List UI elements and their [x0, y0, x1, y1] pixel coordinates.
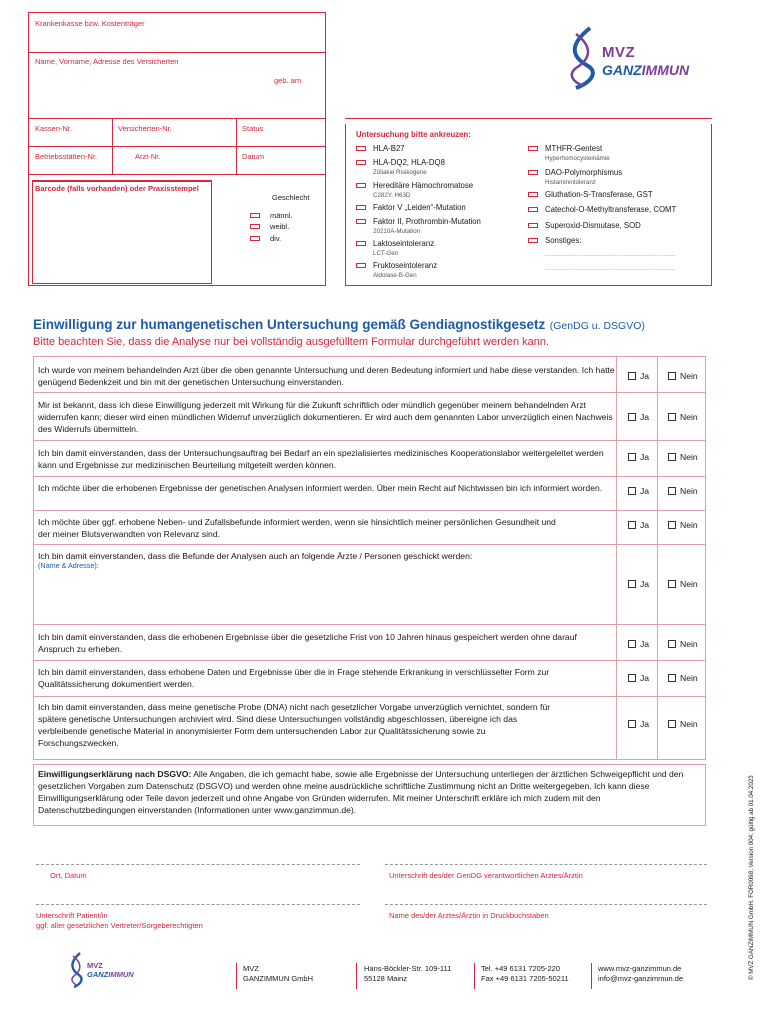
- checkbox[interactable]: [250, 236, 260, 241]
- consent-yes-8[interactable]: Ja: [628, 673, 649, 683]
- other-test-line[interactable]: ..............................................................................: [545, 266, 676, 272]
- betriebsstaetten-nr-field[interactable]: Betriebsstätten-Nr.: [35, 152, 98, 161]
- test-sonstiges[interactable]: Sonstiges:: [545, 236, 581, 245]
- divider: [28, 174, 326, 175]
- test-selection-title: Untersuchung bitte ankreuzen:: [356, 130, 471, 139]
- test-dao[interactable]: DAO-Polymorphismus Histaminintoleranz: [545, 168, 622, 186]
- other-test-line[interactable]: ..............................................................................: [545, 252, 676, 258]
- logo-mvz: MVZ: [602, 44, 636, 61]
- gender-diverse-option[interactable]: div.: [250, 228, 281, 246]
- footer-fax: Fax +49 6131 7205-50211: [481, 974, 569, 983]
- gender-male-option[interactable]: männl.: [250, 205, 293, 223]
- patient-signature-line[interactable]: [36, 904, 360, 905]
- version-note: © MVZ GANZIMMUN GmbH, FOR0098; Version 004; gültig ab 01.04.2023: [748, 775, 755, 980]
- divider: [112, 118, 113, 174]
- gender-female-option[interactable]: weibl.: [250, 216, 289, 234]
- consent-yes-2[interactable]: Ja: [628, 412, 649, 422]
- barcode-label: Barcode (falls vorhanden) oder Praxisstempel: [35, 184, 199, 193]
- doctor-signature-line[interactable]: [385, 864, 707, 865]
- consent-row: Ich bin damit einverstanden, dass der Untersuchungsauftrag bei Bedarf an ein spezialisiertes medizinisches Kooperationslabor weitergeleitet werden kann und Ergebnisse zur medizinischen Beurteilung mitgeteilt werden können.: [33, 440, 706, 476]
- arzt-nr-field[interactable]: Arzt-Nr.: [135, 152, 161, 161]
- recipient-hint: (Name & Adresse):: [38, 561, 99, 570]
- footer-company: MVZ: [243, 964, 259, 973]
- consent-row: Ich bin damit einverstanden, dass meine genetische Probe (DNA) nicht nach gesetzlicher Vorgabe unverzüglich vernichtet, sondern für spätere genetische Untersuchungen archiviert wird. Sind diese Untersuchungen vollständig abgeschlossen, übereigne ich das verbleibende genetische Material in anonymisierter Form dem untersuchenden Labor zur Qualitätssicherung sowie zu Forschungszwecken.: [33, 696, 706, 760]
- consent-no-7[interactable]: Nein: [668, 639, 698, 649]
- status-field[interactable]: Status: [242, 124, 264, 133]
- place-date-line[interactable]: [36, 864, 360, 865]
- test-sod[interactable]: Superoxid-Dismutase, SOD: [545, 221, 641, 230]
- test-laktoseintoleranz[interactable]: Laktoseintoleranz LCT-Gen: [373, 239, 434, 257]
- divider: [236, 118, 237, 174]
- footer-logo: MVZ GANZIMMUN: [68, 950, 148, 990]
- consent-row: Ich möchte über ggf. erhobene Neben- und Zufallsbefunde informiert werden, wenn sie hinsichtlich meiner persönlichen Gesundheit und der meiner Blutsverwandten von Relevanz sind.: [33, 510, 706, 544]
- consent-no-6[interactable]: Nein: [668, 579, 698, 589]
- footer-website-link[interactable]: www.mvz-ganzimmun.de: [598, 964, 682, 973]
- logo-ganzimmun: GANZIMMUN: [602, 62, 690, 78]
- doctor-signature-label: Unterschrift des/der GenDG verantwortlichen Arztes/Ärztin: [389, 871, 583, 880]
- consent-no-5[interactable]: Nein: [668, 520, 698, 530]
- consent-title: Einwilligung zur humangenetischen Untersuchung gemäß Gendiagnostikgesetz (GenDG u. DSGVO): [33, 317, 645, 332]
- footer-email-link[interactable]: info@mvz-ganzimmun.de: [598, 974, 684, 983]
- test-comt[interactable]: Catechol-O-Methyltransferase, COMT: [545, 205, 676, 214]
- insurer-field[interactable]: Krankenkasse bzw. Kostenträger: [35, 19, 145, 28]
- kassen-nr-field[interactable]: Kassen-Nr.: [35, 124, 73, 133]
- divider: [28, 52, 326, 53]
- consent-yes-6[interactable]: Ja: [628, 579, 649, 589]
- dsgvo-statement: Einwilligungserklärung nach DSGVO: Alle Angaben, die ich gemacht habe, sowie alle Ergebnisse der Untersuchung unterliegen der ärztlichen Schweigepflicht und den gesetzlichen Vorgaben zum Datenschutz (DSGVO) und werden ohne meine ausdrückliche schriftliche Zustimmung nicht an Dritte weitergegeben. Ich kann diese Einwilligungserklärung oder Teile davon jederzeit und ohne Angabe von Gründen widerrufen. Mit meiner Unterschrift erkläre ich mich zudem mit den Datenschutzbedingungen einverstanden (Informationen unter www.ganzimmun.de).: [38, 769, 684, 815]
- consent-row: Ich bin damit einverstanden, dass die erhobenen Ergebnisse über die gesetzliche Frist von 10 Jahren hinaus gespeichert werden ohne darauf Anspruch zu erheben.: [33, 624, 706, 660]
- footer-address: Hans-Böckler-Str. 109-111: [364, 964, 452, 973]
- footer-company: GANZIMMUN GmbH: [243, 974, 313, 983]
- test-hla-b27[interactable]: HLA-B27: [373, 144, 405, 153]
- test-gst[interactable]: Gluthation-S-Transferase, GST: [545, 190, 653, 199]
- dob-field[interactable]: geb. am: [274, 76, 302, 85]
- consent-yes-4[interactable]: Ja: [628, 486, 649, 496]
- consent-row: Ich möchte über die erhobenen Ergebnisse der genetischen Analysen informiert werden. Über mein Recht auf Nichtwissen bin ich informiert worden.: [33, 476, 706, 510]
- barcode-box[interactable]: [32, 180, 212, 284]
- consent-yes-9[interactable]: Ja: [628, 719, 649, 729]
- test-mthfr[interactable]: MTHFR-Gentest Hyperhomocysteinämie: [545, 144, 610, 162]
- test-faktor-ii[interactable]: Faktor II, Prothrombin-Mutation 20210A-Mutation: [373, 217, 481, 235]
- versicherten-nr-field[interactable]: Versicherten-Nr.: [118, 124, 172, 133]
- gender-label: Geschlecht: [272, 193, 310, 202]
- consent-yes-7[interactable]: Ja: [628, 639, 649, 649]
- consent-row: Ich bin damit einverstanden, dass erhobene Daten und Ergebnisse über die in Frage stehende Erkrankung in verschlüsselter Form zur Qualitätssicherung dokumentiert werden.: [33, 660, 706, 696]
- place-date-label: Ort, Datum: [50, 871, 87, 880]
- guardian-signature-label: ggf. aller gesetzlichen Vertreter/Sorgeberechtigten: [36, 921, 203, 930]
- consent-no-2[interactable]: Nein: [668, 412, 698, 422]
- consent-yes-1[interactable]: Ja: [628, 371, 649, 381]
- consent-no-1[interactable]: Nein: [668, 371, 698, 381]
- consent-yes-5[interactable]: Ja: [628, 520, 649, 530]
- divider: [28, 118, 326, 119]
- consent-no-8[interactable]: Nein: [668, 673, 698, 683]
- dna-helix-icon: [562, 26, 602, 90]
- name-address-field[interactable]: Name, Vorname, Adresse des Versicherten: [35, 57, 179, 66]
- doctor-name-line[interactable]: [385, 904, 707, 905]
- dna-helix-icon: [68, 952, 86, 988]
- test-faktor-v-leiden[interactable]: Faktor V „Leiden“-Mutation: [373, 203, 466, 212]
- consent-yes-3[interactable]: Ja: [628, 452, 649, 462]
- consent-row: Ich bin damit einverstanden, dass die Befunde der Analysen auch an folgende Ärzte / Personen geschickt werden: (Name & Adresse):: [33, 544, 706, 624]
- footer-phone: Tel. +49 6131 7205-220: [481, 964, 561, 973]
- datum-field[interactable]: Datum: [242, 152, 265, 161]
- consent-no-3[interactable]: Nein: [668, 452, 698, 462]
- test-haemochromatose[interactable]: Hereditäre Hämochromatose C282Y, H63D: [373, 181, 473, 199]
- consent-row: Mir ist bekannt, dass ich diese Einwilligung jederzeit mit Wirkung für die Zukunft schriftlich oder mündlich gegenüber meinem behandelnden Arzt widerrufen kann; dieser wird einen mündlichen Widerruf unverzüglich dokumentieren. Er wird auch dem genannten Labor unverzüglich einen Nachweis des Widerrufs übermitteln.: [33, 392, 706, 440]
- test-fruktoseintoleranz[interactable]: Fruktoseintoleranz Aldolase-B-Gen: [373, 261, 437, 279]
- mvz-ganzimmun-logo: [562, 26, 722, 90]
- test-hla-dq2-dq8[interactable]: HLA-DQ2, HLA-DQ8 Zöliakie Risikogene: [373, 158, 445, 176]
- footer-address: 55128 Mainz: [364, 974, 407, 983]
- divider: [28, 146, 326, 147]
- consent-no-9[interactable]: Nein: [668, 719, 698, 729]
- doctor-name-label: Name des/der Arztes/Ärztin in Druckbuchstaben: [389, 911, 549, 920]
- patient-signature-label: Unterschrift Patient/in: [36, 911, 108, 920]
- consent-row: Ich wurde von meinem behandelnden Arzt über die oben genannte Untersuchung und deren Bedeutung informiert und habe diese verstanden. Ich hatte genügend Bedenkzeit und bin mit der genetischen Untersuchung einverstanden.: [38, 365, 615, 387]
- consent-no-4[interactable]: Nein: [668, 486, 698, 496]
- consent-notice: Bitte beachten Sie, dass die Analyse nur bei vollständig ausgefülltem Formular durchgeführt werden kann.: [33, 336, 550, 348]
